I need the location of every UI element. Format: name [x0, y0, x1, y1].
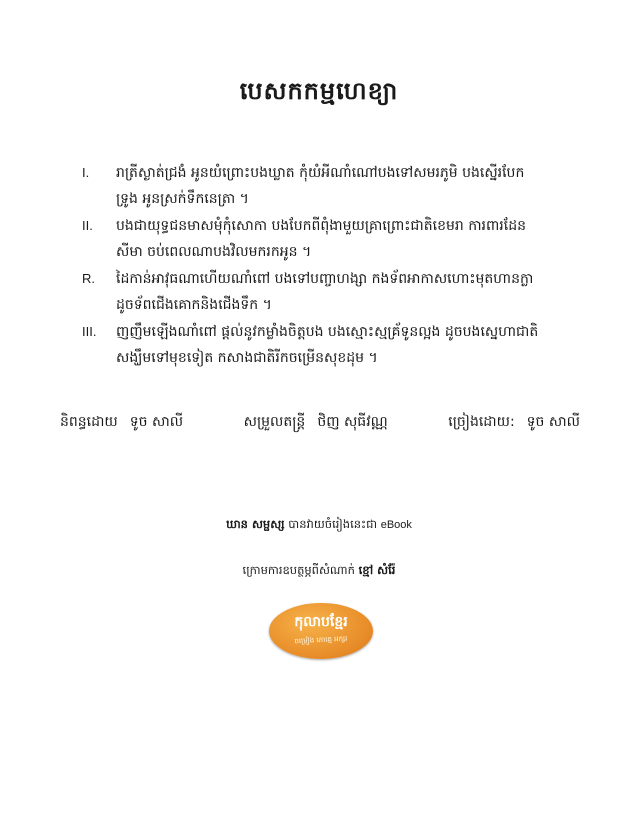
verse-number: R. [82, 271, 95, 286]
arranger-label: សម្រួលតន្ត្រី [243, 414, 306, 430]
logo-subtitle: ចម្រៀង ភោគ្នេ អក្សរ [294, 634, 348, 646]
lyric-line: រាត្រីស្ងាត់ជ្រងំ អូនយំព្រោះបងឃ្លាត កុំយំអីណាំណៅបងទៅសមរភូមិ បងស្នើរបែក [116, 165, 525, 181]
composer-name: ទូច សាលី [129, 414, 184, 430]
singer-name: ទូច សាលី [526, 414, 580, 430]
arranger-credit [244, 412, 388, 433]
lyric-line: សីមា ចប់ពេលណាបងវិលមករកអូន ។ [116, 244, 312, 260]
lyrics-section [76, 160, 572, 372]
kolab-khmer-logo [269, 603, 373, 659]
lyric-line: ដៃកាន់អាវុធណាហើយណាំពៅ បងទៅបញ្ចាហង្សា កងទ័ពអាកាសហោះមុតហានក្លា [116, 271, 534, 287]
verse-number: I. [82, 165, 90, 180]
ebook-credit [0, 517, 638, 534]
verse-text [116, 319, 572, 371]
composer-credit [60, 412, 183, 433]
singer-label: ច្រៀងដោយ: [448, 414, 515, 430]
composer-label: និពន្ធដោយ [60, 414, 118, 430]
verse-text [116, 266, 572, 318]
document-title: បេសកកម្មហេខ្យា [239, 77, 399, 105]
ebook-tag: eBook [380, 519, 412, 531]
verse-3 [76, 319, 572, 371]
lyric-line: ញញឹមឡើងណាំពៅ ផ្តល់នូវកម្លាំងចិត្តបង បងស្មោះស្មគ្រ័ទូនល្អង ដូចបងស្នេហាជាតិ [116, 324, 539, 340]
lyric-line: ដូចទ័ពជើងគោកនិងជើងទឹក ។ [116, 297, 272, 313]
lyric-line: បងជាយុទ្ធជនមាសមុំកុំសោកា បងបែកពីពុំងាមួយគ្រាព្រោះជាតិខេមរា ការពារដែន [116, 218, 526, 234]
ebook-text: បានវាយចំរៀងនេះជា [288, 517, 378, 531]
credits-line [60, 412, 580, 433]
verse-text [116, 213, 572, 265]
arranger-name: ថិញ សុធីវណ្ណ [317, 414, 388, 430]
lyric-line: សង្ឃឹមទៅមុខទៀត កសាងជាតិរីកចម្រើនសុខដុម ។ [116, 350, 378, 366]
supervision-credit [0, 563, 638, 580]
verse-2 [76, 213, 572, 265]
verse-1 [76, 160, 572, 212]
supervisor-name: ខ្មៅ សំរ៉ែ [358, 563, 396, 577]
verse-number: II. [82, 218, 93, 233]
supervision-label: ក្រោមការឧបត្ថម្ភពីសំណាក់ [242, 563, 355, 577]
typist-name: ឃាន សម្ផស្ស [226, 517, 285, 531]
singer-credit [448, 412, 580, 433]
lyric-line: ទ្រូង អូនស្រក់ទឹកនេត្រា ។ [116, 191, 249, 207]
verse-number: III. [82, 324, 97, 339]
verse-refrain [76, 266, 572, 318]
logo-title: កុលាបខ្មែរ [294, 614, 348, 630]
verse-text [116, 160, 572, 212]
